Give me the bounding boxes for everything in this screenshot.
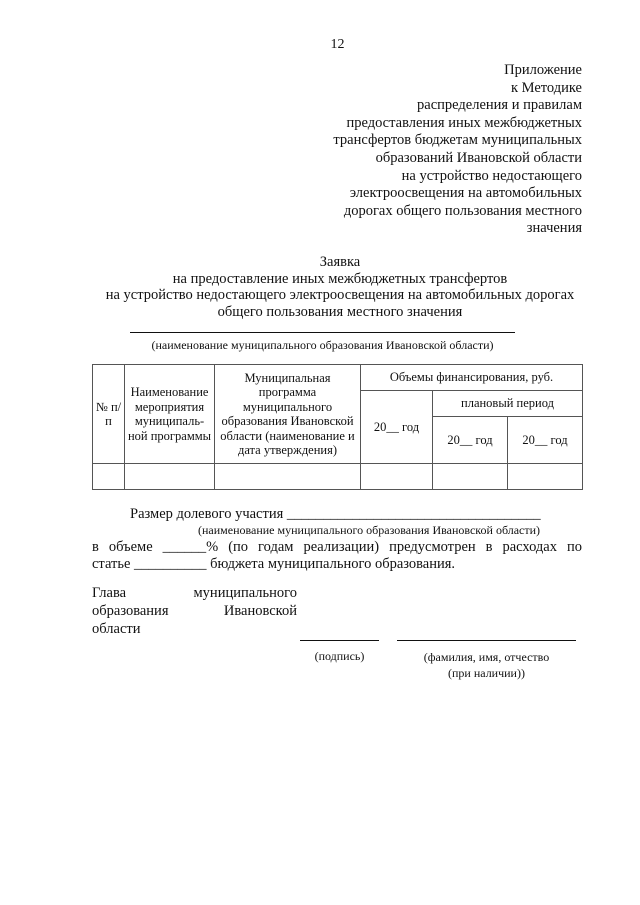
name-caption	[397, 649, 576, 681]
appendix-line: образований Ивановской области	[375, 149, 582, 166]
header-program: Муниципальная программа муниципального образования Ивановской области (наименование и дата утверждения)	[215, 365, 361, 464]
table-cell	[361, 464, 433, 490]
header-funding: Объемы финансирования, руб.	[361, 365, 583, 391]
appendix-line: к Методике	[510, 79, 582, 96]
header-current-year: 20__ год	[361, 391, 433, 464]
name-line	[397, 640, 576, 641]
document-title	[80, 254, 600, 320]
page-number: 12	[330, 37, 345, 52]
head-title	[92, 584, 297, 638]
title-line: на устройство недостающего электроосвещения на автомобильных дорогах	[105, 287, 575, 304]
appendix-line: распределения и правилам	[417, 97, 582, 114]
share-label: Размер долевого участия ___________________________________	[130, 506, 541, 522]
paragraph-line: в объеме ______% (по годам реализации) предусмотрен в расходах по	[92, 539, 582, 555]
header-number: № п/п	[93, 365, 125, 464]
header-event: Наименование мероприятия муниципаль-ной программы	[125, 365, 215, 464]
signature-caption: (подпись)	[314, 649, 365, 663]
title-line: общего пользования местного значения	[217, 303, 463, 320]
funding-table	[92, 364, 583, 490]
appendix-line: на устройство недостающего	[401, 167, 582, 184]
appendix-line: трансфертов бюджетам муниципальных	[333, 132, 582, 149]
appendix-line: значения	[526, 220, 582, 237]
share-caption: (наименование муниципального образования Ивановской области)	[198, 523, 541, 537]
appendix-line: электроосвещения на автомобильных	[349, 185, 582, 202]
table-row	[93, 464, 583, 490]
name-caption-line: (фамилия, имя, отчество	[423, 650, 550, 664]
header-planning-period: плановый период	[433, 391, 583, 417]
appendix-line: предоставления иных межбюджетных	[346, 114, 582, 131]
head-line: Глава муниципального	[92, 585, 297, 601]
title-line: Заявка	[319, 254, 361, 270]
appendix-line: дорогах общего пользования местного	[343, 202, 582, 219]
signature-line	[300, 640, 379, 641]
appendix-line: Приложение	[504, 62, 582, 78]
header-year-2: 20__ год	[433, 417, 508, 464]
head-line: области	[92, 621, 141, 637]
head-line: образования Ивановской	[92, 603, 297, 619]
table-cell	[125, 464, 215, 490]
paragraph-line: статье __________ бюджета муниципального образования.	[92, 556, 456, 572]
name-caption-line: (при наличии))	[448, 666, 525, 680]
municipality-blank	[130, 332, 515, 333]
municipality-caption: (наименование муниципального образования Ивановской области)	[151, 338, 494, 352]
table-cell	[93, 464, 125, 490]
header-year-3: 20__ год	[508, 417, 583, 464]
table-cell	[215, 464, 361, 490]
table-cell	[508, 464, 583, 490]
table-cell	[433, 464, 508, 490]
title-line: на предоставление иных межбюджетных трансфертов	[172, 270, 508, 287]
appendix-heading	[333, 62, 582, 238]
